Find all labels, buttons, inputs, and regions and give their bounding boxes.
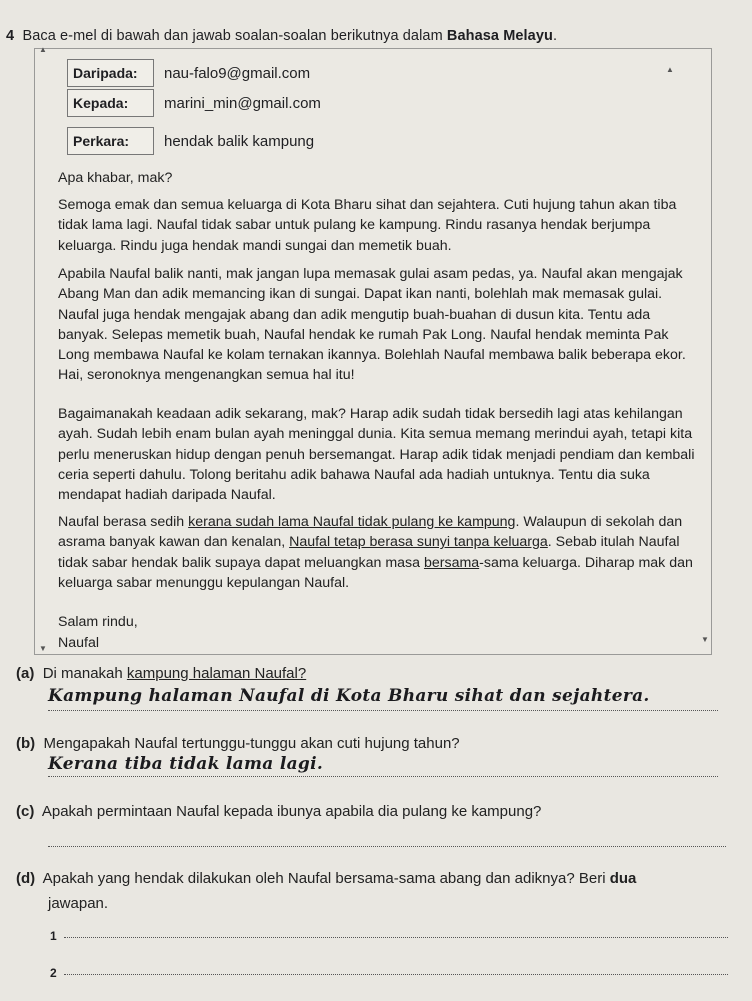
answer-line-a[interactable] [48,710,718,711]
from-value: nau-falo9@gmail.com [164,64,311,82]
answer-line-d1[interactable] [64,937,728,938]
question-a: (a) Di manakah kampung halaman Naufal? [16,665,307,682]
scroll-up-right-icon[interactable]: ▲ [666,65,674,74]
to-label: Kepada: [67,89,154,117]
email-paragraph-4: Naufal berasa sedih kerana sudah lama Naufal tidak pulang ke kampung. Walaupun di sekolah dan asrama banyak kawan dan kenalan, Naufal tetap berasa sunyi tanpa keluarga. Sebab itulah Naufal tidak sabar hendak balik supaya dapat meluangkan masa bersama-sama keluarga. Diharap mak dan keluarga sabar menunggu kepulangan Naufal. [58,514,693,591]
answer-d-number-2: 2 [50,966,57,980]
question-instruction [6,28,557,44]
answer-line-d2[interactable] [64,974,728,975]
question-b: (b) Mengapakah Naufal tertunggu-tunggu akan cuti hujung tahun? [16,735,460,752]
from-row [67,59,310,87]
answer-line-b[interactable] [48,776,718,777]
email-paragraph-2: Apabila Naufal balik nanti, mak jangan lupa memasak gulai asam pedas, ya. Naufal akan mengajak Abang Man dan adik memancing ikan di sungai. Dapat ikan nanti, bolehlah mak memasak gulai. Naufal juga hendak mengajak abang dan adik mengutip buah-buahan di dusun kita. Tentu ada banyak. Selepas memetik buah, Naufal hendak ke rumah Pak Long. Naufal hendak meminta Pak Long membawa Naufal ke kolam ternakan ikannya. Bolehlah Naufal membawa balik beberapa ekor. Hai, seronoknya mengenangkan semua hal itu! [58,266,686,384]
subject-value: hendak balik kampung [153,128,314,154]
email-paragraph-3: Bagaimanakah keadaan adik sekarang, mak? Harap adik sudah tidak bersedih lagi atas kehilangan ayah. Sudah lebih enam bulan ayah meninggal dunia. Kita semua memang merindui ayah, tetapi kita perlu meneruskan hidup dengan penuh bersemangat. Harap adik tidak menjadi pendiam dan kembali ceria seperti dahulu. Tolong beritahu adik bahawa Naufal ada hadiah untuknya. Tentu dia suka mendapat hadiah daripada Naufal. [58,406,695,504]
instruction-text: Baca e-mel di bawah dan jawab soalan-soalan berikutnya dalam [22,28,447,44]
answer-b-handwriting: Kerana tiba tidak lama lagi. [48,754,324,774]
question-c: (c) Apakah permintaan Naufal kepada ibunya apabila dia pulang ke kampung? [16,803,542,820]
scroll-up-icon[interactable]: ▲ [39,45,47,54]
instruction-end: . [552,28,558,44]
email-greeting: Apa khabar, mak? [58,170,173,186]
email-closing: Salam rindu, [58,614,138,630]
scroll-down-icon[interactable]: ▼ [39,644,47,653]
email-signature: Naufal [58,635,100,651]
to-row [67,89,321,117]
answer-line-c[interactable] [48,846,726,847]
answer-d-number-1: 1 [50,929,57,943]
from-label: Daripada: [67,59,154,87]
to-value: marini_min@gmail.com [164,94,321,112]
subject-row [67,127,314,155]
subject-label: Perkara: [67,127,154,155]
scroll-down-right-icon[interactable]: ▼ [701,635,709,644]
email-paragraph-1: Semoga emak dan semua keluarga di Kota Bharu sihat dan sejahtera. Cuti hujung tahun akan tiba tidak lama lagi. Naufal tidak sabar untuk pulang ke kampung. Rindu rasanya hendak berjumpa keluarga. Rindu juga hendak mandi sungai dan memetik buah. [58,197,677,254]
answer-a-handwriting: Kampung halaman Naufal di Kota Bharu sihat dan sejahtera. [48,686,650,706]
question-d-continued: jawapan. [48,895,109,912]
instruction-emphasis: Bahasa Melayu [446,28,553,44]
question-number: 4 [6,28,15,44]
question-d: (d) Apakah yang hendak dilakukan oleh Naufal bersama-sama abang dan adiknya? Beri dua [16,870,637,887]
